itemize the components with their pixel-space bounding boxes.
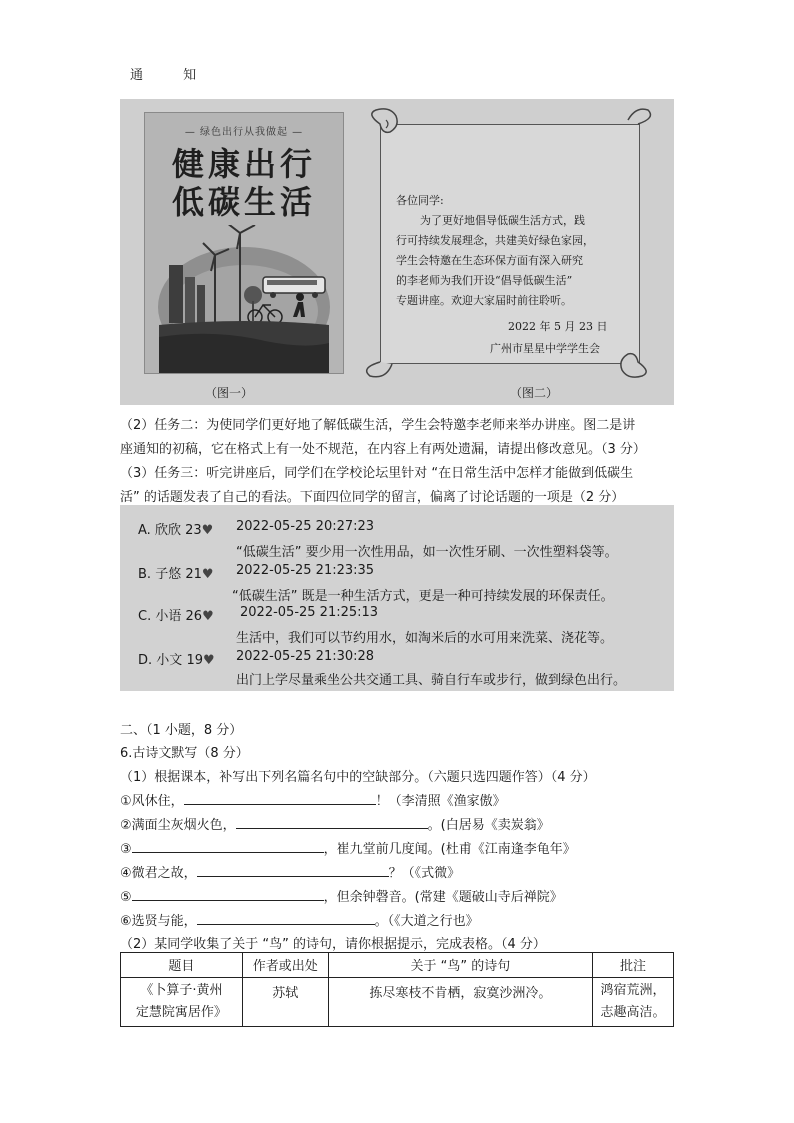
message-author: D. 小文 19♥ [138,653,215,668]
table-header: 批注 [593,953,674,978]
notice-body-line: 专题讲座。欢迎大家届时前往聆听。 [396,294,572,307]
question6-sub1: （1）根据课本，补写出下列名篇名句中的空缺部分。（六题只选四题作答）（4 分） [120,770,596,785]
heart-icon: ♥ [203,653,215,668]
poem-table [120,952,674,1027]
poster-image [144,112,344,374]
table-cell-title: 《卜算子·黄州 定慧院寓居作》 [121,978,243,1027]
question6-sub2: （2）某同学收集了关于 “鸟” 的诗句，请你根据提示，完成表格。（4 分） [120,937,546,952]
poster-title-line2: 低碳生活 [171,183,316,221]
task3-line2: 活” 的话题发表了自己的看法。下面四位同学的留言，偏离了讨论话题的一项是（2 分） [120,490,625,505]
answer-blank[interactable] [184,791,376,805]
table-cell-verse: 拣尽寒枝不肯栖，寂寞沙洲冷。 [328,978,592,1027]
message-time: 2022-05-25 21:25:13 [240,605,379,620]
message-text: 出门上学尽量乘坐公共交通工具、骑自行车或步行，做到绿色出行。 [236,673,627,688]
fill-item: ③ ，崔九堂前几度闻。(杜甫《江南逢李龟年》 [120,838,576,857]
notice-date: 2022 年 5 月 23 日 [508,320,608,333]
notice-body-line: 为了更好地倡导低碳生活方式，践 [420,214,585,227]
message-author: A. 欣欣 23♥ [138,523,214,538]
heart-icon: ♥ [202,609,214,624]
answer-blank[interactable] [197,911,375,925]
table-cell-author: 苏轼 [242,978,328,1027]
poster-title-line1: 健康出行 [171,145,316,183]
table-header: 题目 [121,953,243,978]
poster-slogan: — 绿色出行从我做起 — [184,127,304,138]
answer-blank[interactable] [132,839,324,853]
table-header: 作者或出处 [242,953,328,978]
message-text: “低碳生活” 要少用一次性用品，如一次性牙刷、一次性塑料袋等。 [236,545,618,560]
notice-body-line: 行可持续发展理念，共建美好绿色家园， [396,234,594,247]
task2-line1: （2）任务二：为使同学们更好地了解低碳生活，学生会特邀李老师来举办讲座。图二是讲 [120,418,636,433]
figure1-caption: （图一） [205,386,254,400]
notice-body-line: 学生会特邀在生态环保方面有深入研究 [396,254,583,267]
answer-blank[interactable] [197,863,389,877]
poster-illustration [145,225,343,373]
task2-line2: 座通知的初稿，它在格式上有一处不规范，在内容上有两处遗漏，请提出修改意见。（3 分） [120,442,646,457]
fill-item: ⑥选贤与能， 。（《大道之行也》 [120,910,479,929]
table-header: 关于 “鸟” 的诗句 [328,953,592,978]
heart-icon: ♥ [201,567,214,582]
notice-title: 通 知 [130,68,215,83]
fill-item: ①风休住， ！（李清照《渔家傲》 [120,790,506,809]
message-text: 生活中，我们可以节约用水，如淘米后的水可用来洗菜、浇花等。 [236,631,614,646]
section2-heading: 二、（1 小题，8 分） [120,723,243,738]
message-time: 2022-05-25 21:30:28 [236,649,375,664]
notice-signature: 广州市星星中学学生会 [490,342,600,355]
question6-title: 6.古诗文默写（8 分） [120,746,249,761]
table-header-row [121,953,674,978]
table-cell-note: 鸿宿荒洲， 志趣高洁。 [593,978,674,1027]
message-author: B. 子悠 21♥ [138,567,214,582]
message-text: “低碳生活” 既是一种生活方式，更是一种可持续发展的环保责任。 [232,589,614,604]
notice-greeting: 各位同学: [396,194,444,207]
fill-item: ②满面尘灰烟火色， 。(白居易《卖炭翁》 [120,814,550,833]
fill-item: ⑤ ，但余钟磬音。(常建《题破山寺后禅院》 [120,886,563,905]
message-author: C. 小语 26♥ [138,609,214,624]
fill-item: ④微君之故， ？（《式微》 [120,862,460,881]
table-row [121,978,674,1027]
answer-blank[interactable] [236,815,428,829]
building-icon [169,265,183,323]
task3-line1: （3）任务三：听完讲座后，同学们在学校论坛里针对 “在日常生活中怎样才能做到低碳生 [120,466,634,481]
figure2-caption: （图二） [510,386,559,400]
answer-blank[interactable] [132,887,324,901]
heart-icon: ♥ [201,523,214,538]
message-time: 2022-05-25 21:23:35 [236,563,375,578]
notice-body-line: 的李老师为我们开设“倡导低碳生活” [396,274,573,287]
message-time: 2022-05-25 20:27:23 [236,519,375,534]
